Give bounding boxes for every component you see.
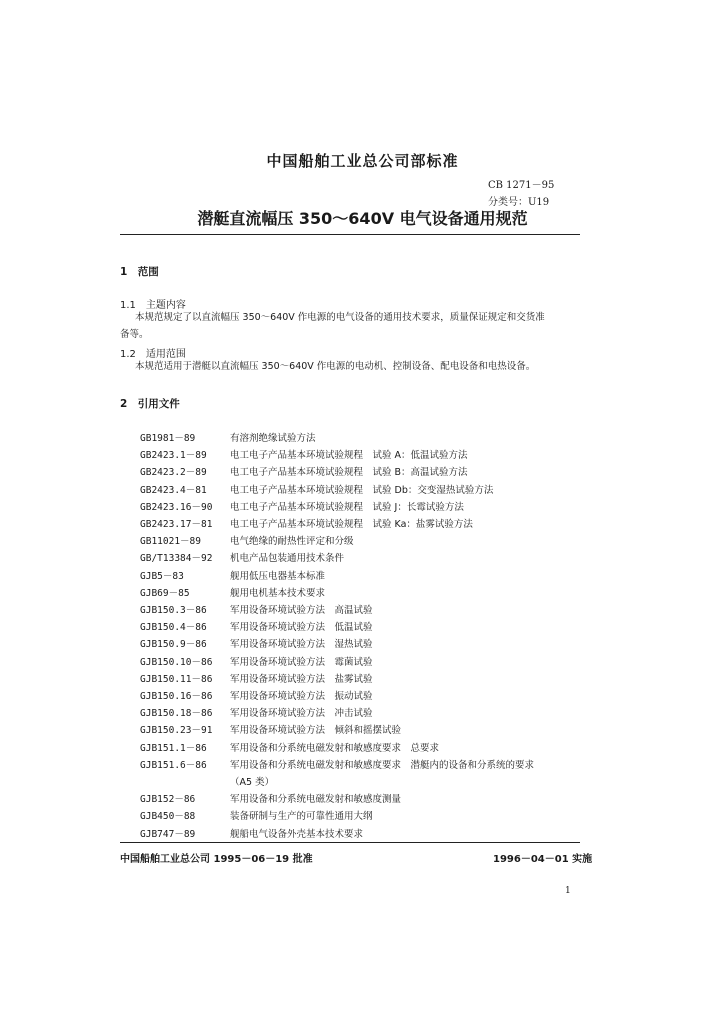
reference-title: 军用设备环境试验方法 振动试验 [230,691,373,702]
reference-code: GB/T13384－92 [140,553,213,565]
section-1-heading: 1 范围 [120,266,159,278]
section-1-1-text-line2: 备等。 [120,329,149,340]
section-2-heading: 2 引用文件 [120,398,180,410]
reference-code: GB2423.4－81 [140,484,207,496]
reference-code: GJB150.4－86 [140,622,207,634]
reference-title: 电气绝缘的耐热性评定和分级 [230,536,354,548]
reference-title: 电工电子产品基本环境试验规程 试验 A：低温试验方法 [230,450,468,462]
reference-title: 舰用电机基本技术要求 [230,587,326,599]
reference-title: 军用设备和分系统电磁发射和敏感度要求 潜艇内的设备和分系统的要求 [230,759,535,771]
reference-code: GJB150.16－86 [140,691,213,702]
reference-code: GJB151.1－86 [140,742,207,754]
title-divider [120,234,580,235]
document-title: 潜艇直流幅压 350～640V 电气设备通用规范 [197,209,528,228]
reference-code: GJB150.11－86 [140,673,213,685]
effective-date: 1996－04－01 实施 [493,854,593,865]
footer-divider [120,842,580,843]
reference-title: 军用设备环境试验方法 冲击试验 [230,708,373,720]
reference-title: 军用设备环境试验方法 倾斜和摇摆试验 [230,725,402,737]
standard-number: CB 1271－95 [488,180,555,191]
section-1-2-text: 本规范适用于潜艇以直流幅压 350～640V 作电源的电动机、控制设备、配电设备和电热设备。 [135,361,536,372]
reference-title: 电工电子产品基本环境试验规程 试验 J：长霉试验方法 [230,501,464,513]
reference-code: GJB69－85 [140,587,190,599]
reference-title: 机电产品包装通用技术条件 [230,553,345,565]
reference-code: GB1981－89 [140,433,196,444]
reference-code: GB2423.16－90 [140,501,213,513]
reference-title: 有溶剂绝缘试验方法 [230,433,316,444]
reference-code: GJB5－83 [140,570,184,582]
reference-code: GB2423.17－81 [140,519,213,530]
approval-date: 中国船舶工业总公司 1995－06－19 批准 [120,854,313,865]
reference-title: 军用设备和分系统电磁发射和敏感度要求 总要求 [230,742,440,754]
section-1-2-heading: 1.2 适用范围 [120,349,186,360]
reference-code: GB11021－89 [140,536,201,548]
reference-code: GJB450－88 [140,811,196,823]
reference-code: GJB747－89 [140,828,196,840]
classification-number: 分类号：U19 [488,197,550,208]
reference-code: GJB150.10－86 [140,656,213,668]
reference-code: GJB150.23－91 [140,725,213,737]
reference-code: GJB151.6－86 [140,759,207,771]
reference-code: GB2423.1－89 [140,450,207,462]
section-1-1-text-line1: 本规范规定了以直流幅压 350～640V 作电源的电气设备的通用技术要求，质量保证规定和交货准 [135,312,545,323]
reference-title: 军用设备环境试验方法 盐雾试验 [230,673,373,685]
reference-title: 军用设备环境试验方法 湿热试验 [230,639,373,651]
reference-title: 军用设备环境试验方法 霉菌试验 [230,656,373,668]
reference-code: GJB152－86 [140,794,196,806]
reference-title: 舰船电气设备外壳基本技术要求 [230,828,364,840]
reference-code: GJB150.9－86 [140,639,207,651]
reference-title: 电工电子产品基本环境试验规程 试验 B：高温试验方法 [230,467,468,479]
issuing-organization: 中国船舶工业总公司部标准 [266,152,459,170]
section-1-1-heading: 1.1 主题内容 [120,300,186,311]
reference-title: 装备研制与生产的可靠性通用大纲 [230,811,373,823]
reference-title: （A5 类） [230,777,275,788]
reference-title: 军用设备环境试验方法 低温试验 [230,622,373,634]
reference-title: 电工电子产品基本环境试验规程 试验 Db：交变湿热试验方法 [230,484,494,496]
reference-code: GJB150.3－86 [140,605,207,616]
reference-title: 电工电子产品基本环境试验规程 试验 Ka：盐雾试验方法 [230,519,473,530]
reference-title: 舰用低压电器基本标准 [230,570,326,582]
reference-code: GJB150.18－86 [140,708,213,720]
page-number: 1 [565,886,571,896]
reference-code: GB2423.2－89 [140,467,207,479]
reference-title: 军用设备环境试验方法 高温试验 [230,605,373,616]
reference-title: 军用设备和分系统电磁发射和敏感度测量 [230,794,402,806]
